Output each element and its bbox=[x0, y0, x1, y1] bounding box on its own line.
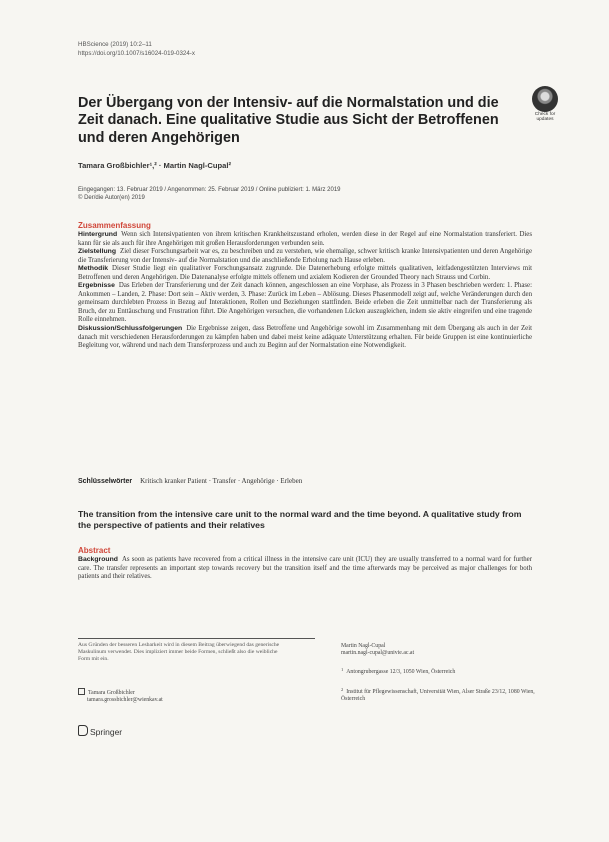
zusammenfassung-heading: Zusammenfassung bbox=[78, 221, 151, 230]
second-author-name: Martin Nagl-Cupal bbox=[341, 643, 386, 649]
english-title: The transition from the intensive care unit to the normal ward and the time beyond. A qualitative study from the perspective of patients and their relatives bbox=[78, 509, 522, 531]
background-text: As soon as patients have recovered from a critical illness in the intensive care unit (ICU) they are usually transferred to a normal ward for further care. The transfer represents an important step towards recovery but the transition itself and the time afterwards may be perceived as major challenges for both patients and their relatives. bbox=[78, 556, 532, 581]
publisher-name: Springer bbox=[90, 727, 123, 737]
corresponding-author bbox=[78, 688, 163, 705]
keywords-line bbox=[78, 477, 302, 485]
gender-note: Aus Gründen der besseren Lesbarkeit wird in diesem Beitrag überwiegend das generische Maskulinum verwendet. Dies impliziert immer beide Formen, schließt also die weibliche Form mit ein. bbox=[78, 642, 280, 663]
doi-link[interactable]: https://doi.org/10.1007/s16024-019-0324-x bbox=[78, 49, 195, 57]
article-title: Der Übergang von der Intensiv- auf die Normalstation und die Zeit danach. Eine qualitative Studie aus Sicht der Betroffenen und deren Angehörigen bbox=[78, 95, 499, 146]
author-affiliations bbox=[341, 643, 541, 712]
methodik-paragraph bbox=[78, 265, 532, 282]
ergebnisse-paragraph bbox=[78, 282, 532, 325]
affiliation-2-text: Institut für Pflegewissenschaft, Universität Wien, Alser Straße 23/12, 1080 Wien, Österreich bbox=[341, 688, 535, 702]
methodik-label: Methodik bbox=[78, 265, 109, 273]
hintergrund-label: Hintergrund bbox=[78, 231, 118, 238]
journal-citation: HBScience (2019) 10:2–11 bbox=[78, 41, 152, 48]
methodik-text: Dieser Studie liegt ein qualitativer Forschungsansatz zugrunde. Die Datenerhebung erfolgte mittels qualitativen, leitfadengestützten Interviews mit Betroffenen und deren Angehörigen. Die Datenanalyse erfolgte mittels offenem und axialem Kodieren der Grounded Theory nach Strauss und Corbin. bbox=[78, 265, 532, 281]
second-author-email[interactable]: martin.nagl-cupal@univie.ac.at bbox=[341, 650, 415, 657]
second-author-contact bbox=[341, 643, 541, 657]
journal-header bbox=[78, 41, 195, 58]
author-list: Tamara Großbichler¹,² · Martin Nagl-Cupal² bbox=[78, 161, 232, 170]
ergebnisse-text: Das Erleben der Transferierung und der Zeit danach können, angeschlossen an eine Vorphase, als Prozess in 3 Phasen beschrieben werden: 1. Phase: Ankommen – Landen, 2. Phase: Dort sein – Aktiv werden, 3. Phase: Zurück im Leben – Ablösung. Dieses Phasenmodell zeigt auf, welche Veränderungen durch den gemeinsam durchlebten Prozess in Bezug auf Interaktionen, Rollen und Beziehungen stattfinden. Beide erleben die Zeit unmittelbar nach der Transferierung als Bruch, der zu Enttäuschung und Frustration führt. Die Angehörigen versuchen, die vorhandenen Lücken auszugleichen, indem sie aktiv eingreifen und eine tragende Rolle einnehmen. bbox=[78, 282, 532, 324]
publication-dates bbox=[78, 186, 341, 202]
ergebnisse-label: Ergebnisse bbox=[78, 282, 115, 290]
corresponding-author-email[interactable]: tamara.grossbichler@wienkav.at bbox=[87, 697, 163, 704]
received-accepted-dates: Eingegangen: 13. Februar 2019 / Angenommen: 25. Februar 2019 / Online publiziert: 1. März 2019 bbox=[78, 187, 341, 193]
ziel-label: Zielstellung bbox=[78, 248, 117, 256]
ziel-paragraph bbox=[78, 248, 532, 265]
diskussion-paragraph bbox=[78, 325, 532, 351]
diskussion-text: Die Ergebnisse zeigen, dass Betroffene und Angehörige sowohl im Zusammenhang mit dem Übergang als auch in der Zeit danach mit verschiedenen Herausforderungen zu kämpfen haben und dabei meist keine adäquate Unterstützung erhalten. Für beide Gruppen ist eine kontinuierliche Begleitung vor, während und nach dem Transferprozess und auch zu Beginn auf der Normalstation eine Notwendigkeit. bbox=[78, 325, 532, 350]
springer-horse-icon bbox=[78, 725, 88, 736]
corresponding-author-name: Tamara Großbichler bbox=[88, 690, 135, 696]
german-abstract bbox=[78, 221, 532, 351]
ziel-text: Ziel dieser Forschungsarbeit war es, zu beschreiben und zu verstehen, wie ehemalige, schwer kritisch kranke Intensivpatienten und deren Angehörige die Transferierung von der Intensiv- auf die Normalstation und die anschließende Erholung nach Hause erleben. bbox=[78, 248, 532, 264]
affiliation-1-number: 1 bbox=[341, 667, 344, 673]
keywords-label: Schlüsselwörter bbox=[78, 478, 133, 485]
background-label: Background bbox=[78, 556, 118, 563]
envelope-icon bbox=[78, 688, 85, 695]
affiliation-1 bbox=[341, 666, 541, 676]
hintergrund-paragraph bbox=[78, 231, 532, 248]
abstract-heading: Abstract bbox=[78, 546, 111, 555]
hintergrund-text: Wenn sich Intensivpatienten von ihrem kritischen Krankheitszustand erholen, werden diese in der Regel auf eine Normalstation transferiert. Dies kann für sie als auch für ihre Angehörigen mit großen Herausforderungen verbunden sein. bbox=[78, 231, 532, 247]
affiliation-1-text: Antongrubergasse 12/3, 1050 Wien, Österreich bbox=[346, 669, 456, 676]
copyright-line: © Der/die Autor(en) 2019 bbox=[78, 195, 145, 201]
diskussion-label: Diskussion/Schlussfolgerungen bbox=[78, 325, 183, 333]
publisher-logo bbox=[78, 725, 122, 737]
background-paragraph bbox=[78, 556, 532, 582]
check-for-updates-label: Check for updates bbox=[534, 112, 556, 122]
affiliation-2 bbox=[341, 686, 541, 703]
footnote-divider bbox=[78, 638, 315, 639]
check-for-updates-icon[interactable] bbox=[532, 86, 558, 112]
english-abstract bbox=[78, 546, 532, 582]
keywords-text: Kritisch kranker Patient · Transfer · Angehörige · Erleben bbox=[140, 477, 303, 485]
affiliation-2-number: 2 bbox=[341, 686, 344, 692]
